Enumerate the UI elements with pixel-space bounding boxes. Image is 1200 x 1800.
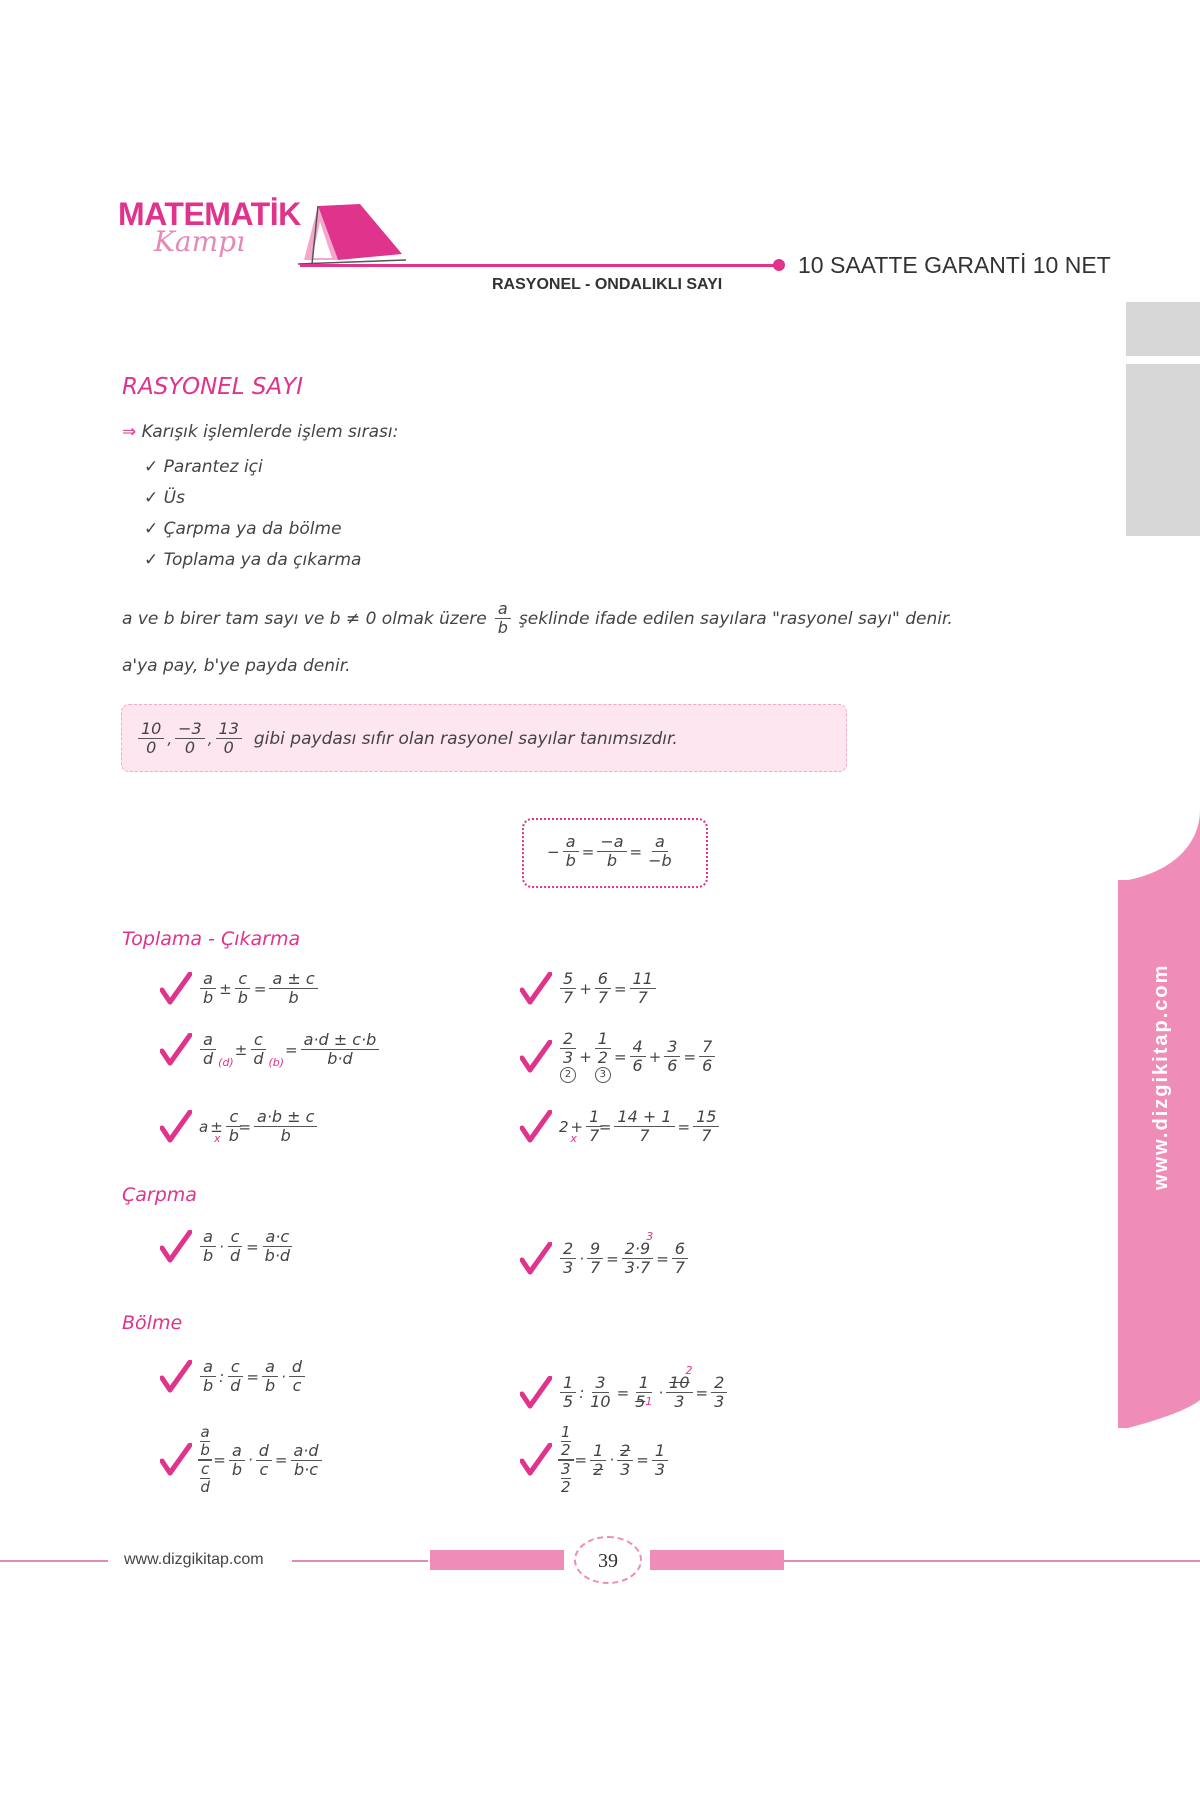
undefined-note: 10 0 , −3 0 , 13 0 gibi paydası sıfır olan rasyonel sayılar tanımsızdır. — [136, 720, 678, 757]
check-icon — [160, 1110, 192, 1144]
footer-line-left — [0, 1560, 108, 1562]
order-intro-text: Karışık işlemlerde işlem sırası: — [141, 422, 399, 442]
rule-multiplication: a b · $\frac{c}{d}$ = $\frac{a\cdot c}{b\cdot d}$ — [160, 1228, 295, 1265]
list-item: ✓ Çarpma ya da bölme — [144, 519, 342, 539]
section-title: RASYONEL SAYI — [122, 374, 304, 400]
arrow-icon: ⇒ — [122, 422, 137, 442]
example-complex-fraction: 1 2 3 2 = $\frac{1}{2}$ · $\frac{2}{3}$ = $\frac{1}{3}$ — [520, 1424, 670, 1496]
header-tagline: 10 SAATTE GARANTİ 10 NET — [798, 252, 1111, 278]
heading-multiplication: Çarpma — [122, 1184, 197, 1206]
list-item: ✓ Toplama ya da çıkarma — [144, 550, 362, 570]
header-dot — [773, 259, 785, 271]
rule-add-whole-number: a ± $\frac{c}{b}$ x = $\frac{a\cdot b \pm c}{b}$ — [160, 1108, 319, 1145]
page-number: 39 — [598, 1550, 618, 1572]
example-add-different-denominator: 2 3 2 + 1 2 3 = $\frac{4}{6}$ + $\frac{3}{6}$ = $\frac{7}{6}$ — [520, 1030, 717, 1083]
check-icon — [520, 1443, 552, 1477]
footer-line-right — [784, 1560, 1200, 1562]
check-icon — [160, 1230, 192, 1264]
check-icon — [520, 1110, 552, 1144]
check-icon — [520, 1242, 552, 1276]
brand-subtitle: Kampı — [154, 225, 246, 258]
example-division: 1 5 : $\frac{3}{10}$ = $\frac{1}{5^1}$ · 2 10 3 = $\frac{2}{3}$ — [520, 1374, 729, 1411]
rule-complex-fraction: a b c d = $\frac{a}{b}$ · $\frac{d}{c}$ = $\frac{a\cdot d}{b\cdot c}$ — [160, 1424, 324, 1496]
example-multiplication: 2 3 · $\frac{9}{7}$ = 3 2·9 3·7 = $\frac{6}{7}$ — [520, 1240, 690, 1277]
heading-add-sub: Toplama - Çıkarma — [122, 928, 301, 950]
check-icon — [520, 1040, 552, 1074]
order-list — [144, 452, 361, 576]
tent-icon — [298, 200, 406, 270]
side-tab-top — [1126, 302, 1200, 356]
footer-bar-right — [650, 1550, 784, 1570]
check-small-icon: ✓ — [144, 457, 159, 477]
heading-division: Bölme — [122, 1312, 183, 1334]
footer-line-mid — [292, 1560, 428, 1562]
definition-line2: a'ya pay, b'ye payda denir. — [122, 656, 351, 676]
sign-rule: − $\frac{a}{b}$ = $\frac{-a}{b}$ = $\frac{a}{-b}$ — [547, 832, 672, 870]
rule-add-different-denominator: a d (d) ± $\frac{c}{d}$ (b) = $\frac{a\cdot d \pm c\cdot b}{b\cdot d}$ — [160, 1030, 381, 1069]
brand-title: MATEMATİK — [118, 196, 301, 232]
check-icon — [160, 1360, 192, 1394]
check-small-icon: ✓ — [144, 550, 159, 570]
definition: a ve b birer tam sayı ve b ≠ 0 olmak üzere a b şeklinde ifade edilen sayılara "rasyonel sayı" denir. — [122, 599, 953, 637]
subject-title: RASYONEL - ONDALIKLI SAYI — [492, 276, 723, 293]
list-item: ✓ Üs — [144, 488, 185, 508]
check-icon — [520, 972, 552, 1006]
header-rule — [300, 264, 776, 267]
footer-url: www.dizgikitap.com — [124, 1551, 264, 1568]
fraction-a-b: a b — [495, 600, 511, 637]
side-url: www.dizgikitap.com — [1150, 963, 1172, 1190]
footer-bar-left — [430, 1550, 564, 1570]
rule-add-same-denominator: a b ± $\frac{c}{b}$ = $\frac{a \pm c}{b}$ — [160, 970, 320, 1007]
check-icon — [520, 1376, 552, 1410]
list-item: ✓ Parantez içi — [144, 457, 263, 477]
brand-logo — [118, 196, 301, 258]
example-add-same-denominator: 5 7 + $\frac{6}{7}$ = $\frac{11}{7}$ — [520, 970, 658, 1007]
check-small-icon: ✓ — [144, 488, 159, 508]
check-icon — [160, 1443, 192, 1477]
side-tab-bottom — [1126, 364, 1200, 536]
order-intro — [122, 422, 398, 442]
check-icon — [160, 972, 192, 1006]
check-small-icon: ✓ — [144, 519, 159, 539]
example-add-whole-number: 2 + $\frac{1}{7}$ x = $\frac{14 + 1}{7}$ = $\frac{15}{7}$ — [520, 1108, 721, 1145]
rule-division: a b : $\frac{c}{d}$ = $\frac{a}{b}$ · d c — [160, 1358, 307, 1395]
check-icon — [160, 1033, 192, 1067]
